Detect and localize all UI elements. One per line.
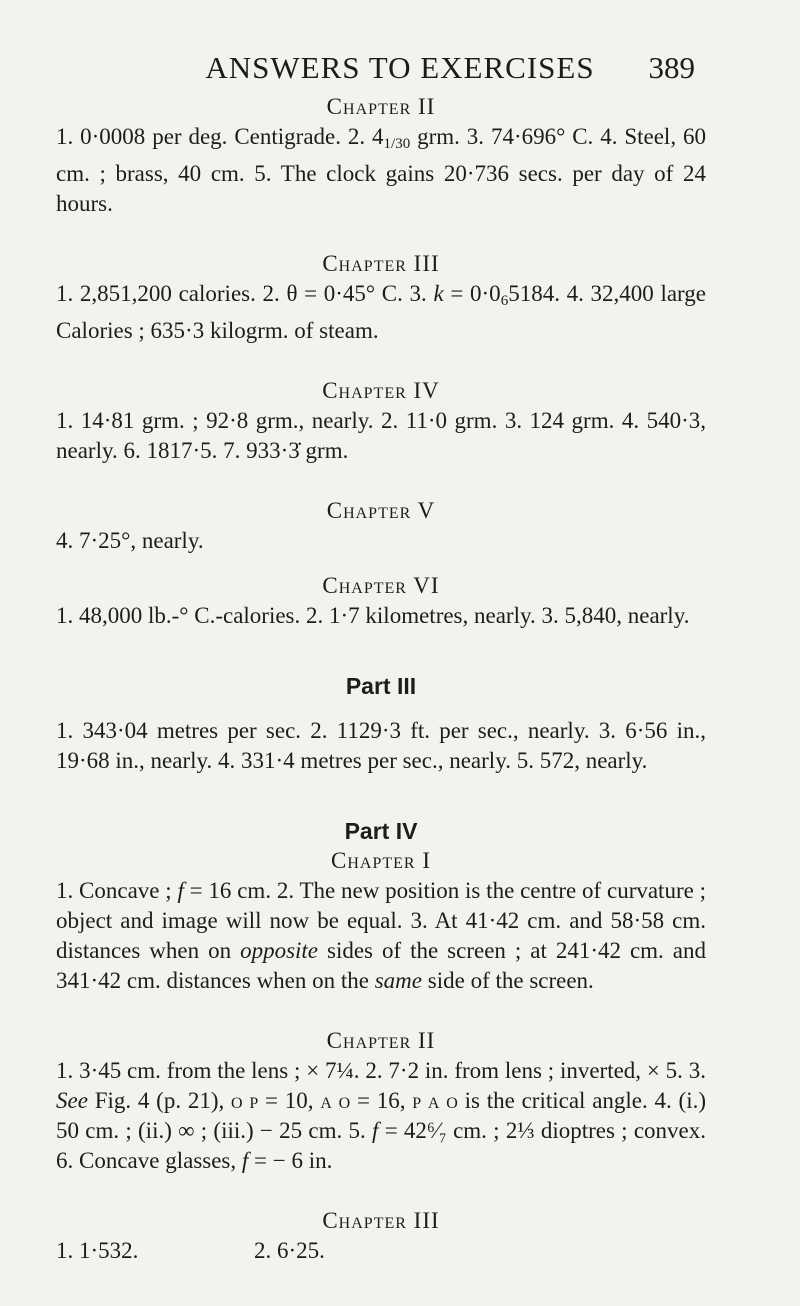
answer-2: 2. 6·25. bbox=[254, 1238, 325, 1263]
running-head: ANSWERS TO EXERCISES bbox=[205, 50, 595, 85]
chapter-3-heading: Chapter III bbox=[322, 251, 440, 276]
answer-1: 1. 1·532. bbox=[56, 1238, 139, 1263]
chapter-5-heading: Chapter V bbox=[326, 498, 436, 523]
chapter-4-heading: Chapter IV bbox=[322, 378, 440, 403]
part-4-heading: Part IV bbox=[344, 818, 418, 844]
chapter-6-answers: 1. 48,000 lb.-° C.-calories. 2. 1·7 kilometres, nearly. 3. 5,840, nearly. bbox=[56, 603, 690, 628]
part-4-chapter-2-heading: Chapter II bbox=[326, 1028, 436, 1053]
chapter-5-answers: 4. 7·25°, nearly. bbox=[56, 528, 204, 553]
chapter-4-answers: 1. 14·81 grm. ; 92·8 grm., nearly. 2. 11·0 grm. 3. 124 grm. 4. 540·3, nearly. 6. 1817·5. 7. 933·3̇ grm. bbox=[56, 408, 706, 463]
page-body bbox=[56, 92, 706, 1266]
part-4-chapter-3-answers bbox=[56, 1236, 706, 1266]
page-header bbox=[0, 50, 800, 90]
chapter-2-heading: Chapter II bbox=[326, 94, 436, 119]
part-4-chapter-2-answers: 1. 3·45 cm. from the lens ; × 7¼. 2. 7·2 in. from lens ; inverted, × 5. 3. See Fig. 4 (p. 21), o p = 10, a o = 16, p a o is the critical angle. 4. (i.) 50 cm. ; (ii.) ∞ ; (iii.) − 25 cm. 5. f = 42⁶⁄₇ cm. ; 2⅓ dioptres ; convex. 6. Concave glasses, f = − 6 in. bbox=[56, 1058, 707, 1173]
fraction: 1/30 bbox=[383, 136, 411, 152]
chapter-2-answers: 1. 0·0008 per deg. Centigrade. 2. $4_{1/30}$ grm. 3. 74·696° C. 4. Steel, 60 cm. ; brass, 40 cm. 5. The clock gains 20·736 secs. per day of 24 hours. bbox=[56, 124, 706, 216]
page-number: 389 bbox=[648, 50, 695, 85]
chapter-3-answers: 1. 2,851,200 calories. 2. θ = 0·45° C. 3. $k = 0\cdot 0_65184$. 4. 32,400 large Calories ; 635·3 kilogrm. of steam. bbox=[56, 281, 706, 343]
part-3-heading: Part III bbox=[345, 673, 417, 699]
chapter-6-heading: Chapter VI bbox=[322, 573, 440, 598]
part-4-chapter-3-heading: Chapter III bbox=[322, 1208, 440, 1233]
part-4-chapter-1-answers: 1. Concave ; f = 16 cm. 2. The new position is the centre of curvature ; object and image will now be equal. 3. At 41·42 cm. and 58·58 cm. distances when on opposite sides of the screen ; at 241·42 cm. and 341·42 cm. distances when on the same side of the screen. bbox=[56, 878, 706, 993]
part-4-chapter-1-heading: Chapter I bbox=[331, 848, 431, 873]
part-3-answers: 1. 343·04 metres per sec. 2. 1129·3 ft. per sec., nearly. 3. 6·56 in., 19·68 in., nearly. 4. 331·4 metres per sec., nearly. 5. 572, nearly. bbox=[56, 718, 706, 773]
